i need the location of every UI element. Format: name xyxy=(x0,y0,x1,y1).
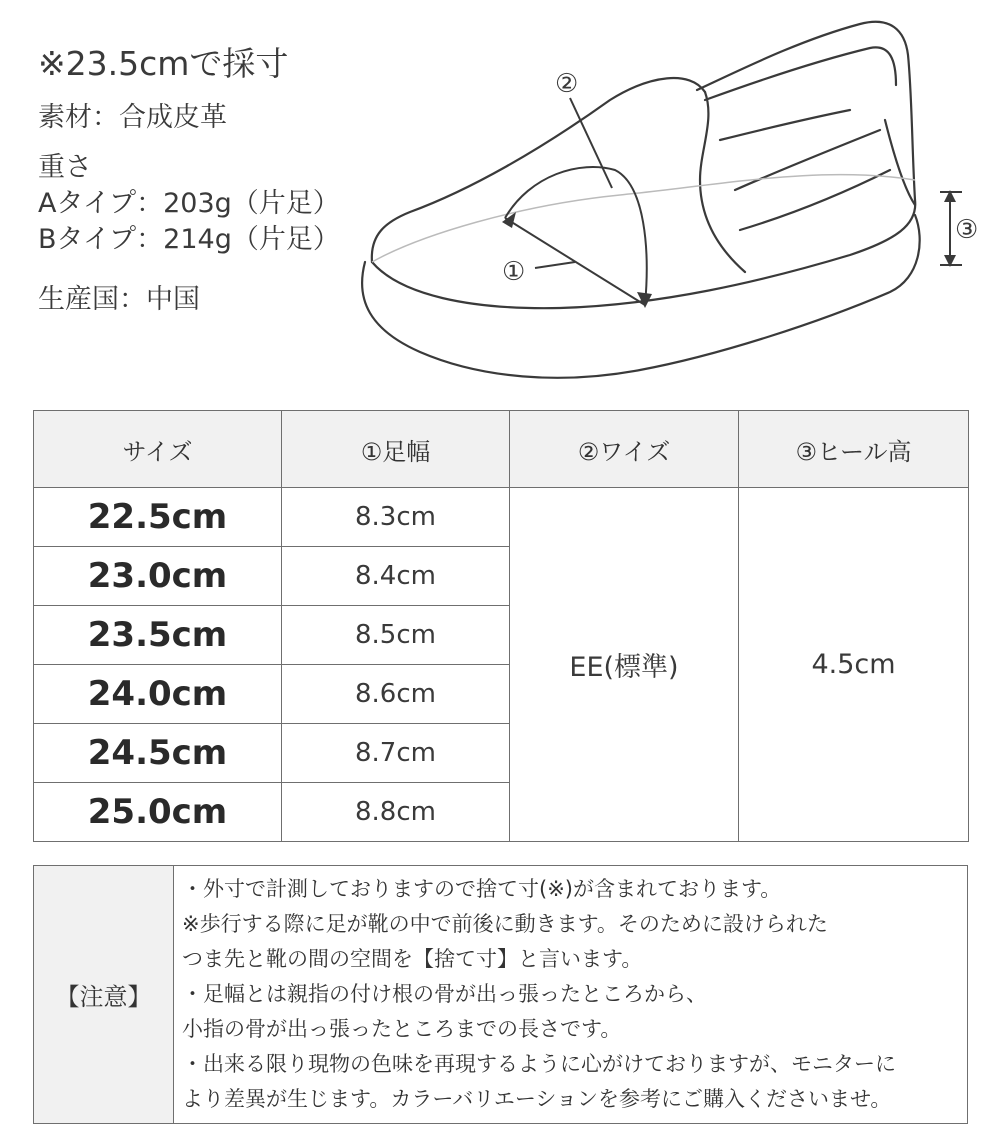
notes-line: ・足幅とは親指の付け根の骨が出っ張ったところから、 xyxy=(182,982,707,1006)
size-cell: 23.5cm xyxy=(34,606,282,665)
size-cell: 24.5cm xyxy=(34,724,282,783)
size-table xyxy=(33,410,969,842)
width-pointer xyxy=(535,262,575,268)
foot-width-cell: 8.4cm xyxy=(282,547,510,606)
origin-text: 生産国：中国 xyxy=(38,284,200,315)
weight-a-text: Aタイプ：203g（片足） xyxy=(38,188,340,219)
foot-width-cell: 8.5cm xyxy=(282,606,510,665)
notes-line: ・外寸で計測しておりますので捨て寸(※)が含まれております。 xyxy=(182,877,782,901)
notes-line: ※歩行する際に足が靴の中で前後に動きます。そのために設けられた xyxy=(182,912,828,936)
foot-width-cell: 8.3cm xyxy=(282,488,510,547)
weight-label: 重さ xyxy=(38,152,92,183)
notes-line: 小指の骨が出っ張ったところまでの長さです。 xyxy=(182,1017,622,1041)
shoe-heel-back xyxy=(885,120,915,205)
notes-body xyxy=(174,866,968,1124)
shoe-upper-outline xyxy=(372,78,705,262)
header-size: サイズ xyxy=(34,411,282,488)
notes-table xyxy=(33,865,968,1124)
notes-line: より差異が生じます。カラーバリエーションを参考にご購入くださいませ。 xyxy=(182,1087,892,1111)
notes-label: 【注意】 xyxy=(34,866,174,1124)
shoe-toe-line xyxy=(372,175,915,262)
marker-1: ① xyxy=(502,257,526,287)
header-foot-width: ①足幅 xyxy=(282,411,510,488)
measure-note: ※23.5cmで採寸 xyxy=(38,44,289,83)
table-row xyxy=(34,488,969,547)
size-cell: 23.0cm xyxy=(34,547,282,606)
marker-3: ③ xyxy=(955,215,979,245)
foot-width-cell: 8.7cm xyxy=(282,724,510,783)
wise-arc xyxy=(505,167,647,305)
size-cell: 25.0cm xyxy=(34,783,282,842)
foot-width-cell: 8.8cm xyxy=(282,783,510,842)
size-cell: 22.5cm xyxy=(34,488,282,547)
heel-height-cell: 4.5cm xyxy=(739,488,969,842)
material-text: 素材：合成皮革 xyxy=(38,102,227,133)
header-heel-height: ③ヒール高 xyxy=(739,411,969,488)
size-table-header xyxy=(34,411,969,488)
header-wise: ②ワイズ xyxy=(510,411,739,488)
shoe-side-panel xyxy=(720,110,890,230)
weight-b-text: Bタイプ：214g（片足） xyxy=(38,224,340,255)
notes-line: つま先と靴の間の空間を【捨て寸】と言います。 xyxy=(182,947,643,971)
marker-2: ② xyxy=(555,69,579,99)
width-arrow-line xyxy=(505,218,645,305)
size-cell: 24.0cm xyxy=(34,665,282,724)
wise-pointer xyxy=(570,98,612,188)
notes-line: ・出来る限り現物の色味を再現するように心がけておりますが、モニターに xyxy=(182,1052,896,1076)
shoe-diagram xyxy=(350,10,990,400)
shoe-sole-top xyxy=(372,200,915,308)
wise-cell: EE(標準) xyxy=(510,488,739,842)
foot-width-cell: 8.6cm xyxy=(282,665,510,724)
